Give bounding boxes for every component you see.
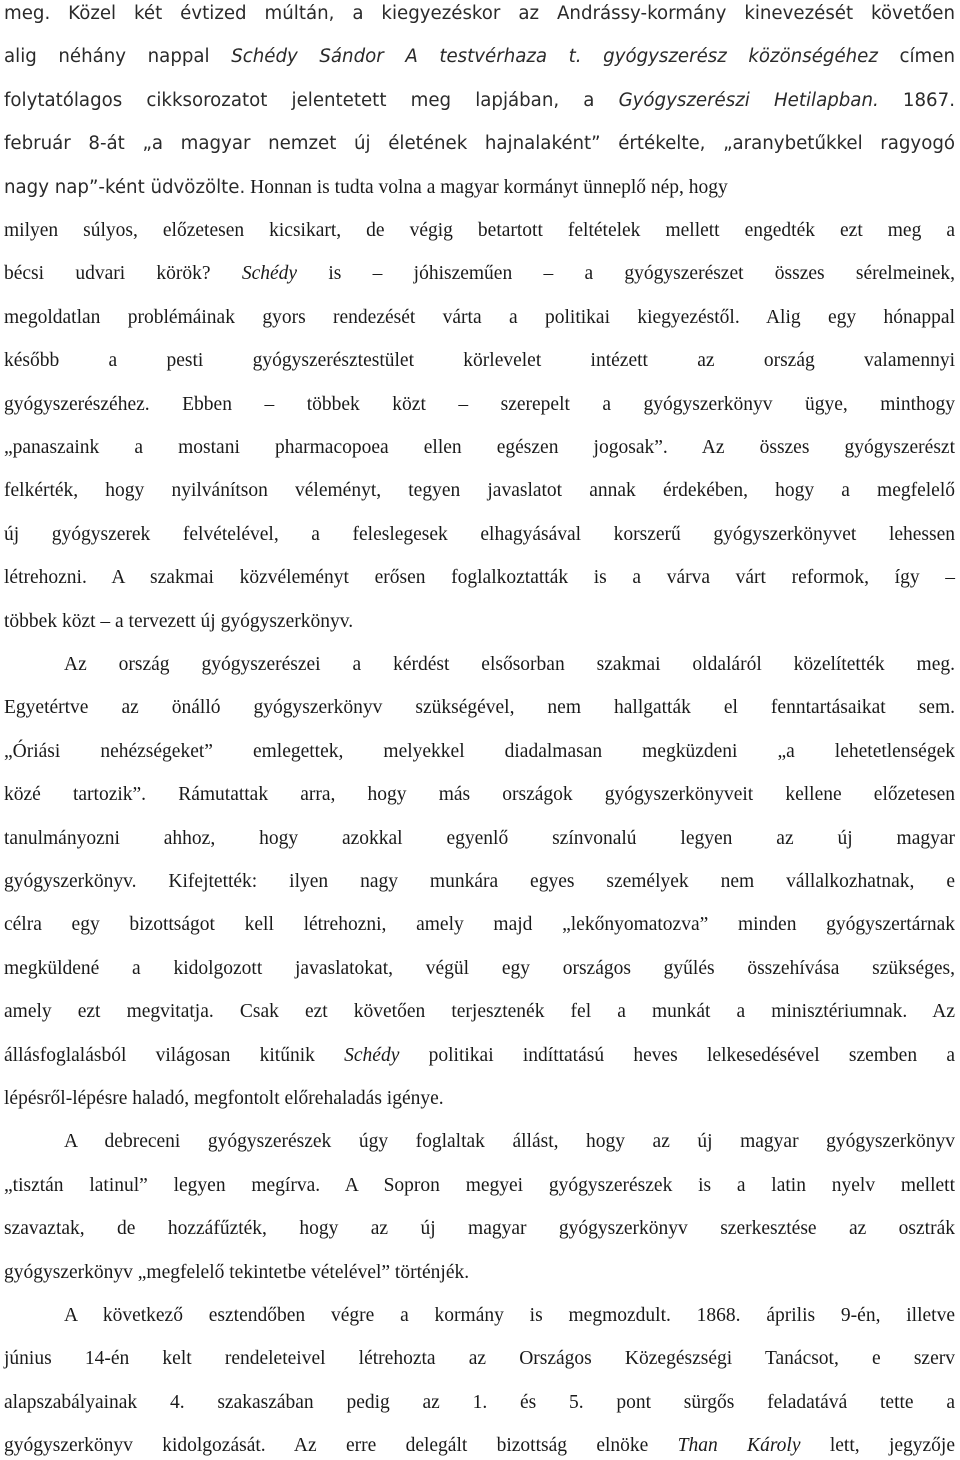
text-segment: létrehozni. A szakmai közvéleményt erősen foglalkoztatták is a várva várt reformok, így – xyxy=(4,567,955,589)
text-line xyxy=(64,1130,955,1154)
text-line xyxy=(4,262,955,286)
text-segment: gyógyszerkönyv. Kifejtették: ilyen nagy munkára egyes személyek nem vállalkozhatnak, e xyxy=(4,871,955,892)
italic-text: Than Károly xyxy=(677,1435,801,1457)
text-segment: felkérték, hogy nyilvánítson véleményt, tegyen javaslatot annak érdekében, hogy a megfelelő xyxy=(4,480,955,502)
text-line xyxy=(4,870,955,894)
text-segment: folytatólagos cikksorozatot jelentetett meg lapjában, a xyxy=(4,89,619,111)
text-segment: megküldené a kidolgozott javaslatokat, végül egy országos gyűlés összehívása szükséges, xyxy=(4,957,955,979)
text-segment: Az ország gyógyszerészei a kérdést elsősorban szakmai oldaláról közelítették meg. xyxy=(64,654,955,675)
text-line xyxy=(4,89,955,113)
italic-text: Schédy xyxy=(241,263,298,285)
text-line xyxy=(64,1304,955,1328)
text-line xyxy=(4,523,955,547)
text-segment: lépésről-lépésre haladó, megfontolt előrehaladás igénye. xyxy=(4,1088,444,1109)
text-segment: gyógyszerészéhez. Ebben – többek közt – szerepelt a gyógyszerkönyv ügye, minthogy xyxy=(4,393,955,415)
text-segment: tanulmányozni ahhoz, hogy azokkal egyenlő színvonalú legyen az új magyar xyxy=(4,827,955,849)
text-line xyxy=(4,696,955,720)
text-line xyxy=(4,957,955,981)
italic-text: Schédy xyxy=(344,1044,400,1066)
text-segment: állásfoglalásból világosan kitűnik xyxy=(4,1044,345,1066)
text-line xyxy=(4,45,955,69)
text-segment: címen xyxy=(877,46,955,68)
text-segment: Honnan is tudta volna a magyar kormányt ünneplő nép, hogy xyxy=(245,176,728,198)
italic-text: Schédy Sándor A testvérhaza t. gyógyszerész közönségéhez xyxy=(231,46,878,68)
text-line xyxy=(4,740,955,764)
text-segment: többek közt – a tervezett új gyógyszerkönyv. xyxy=(4,610,354,632)
text-segment: alapszabályainak 4. szakaszában pedig az 1. és 5. pont sürgős feladatává tette a xyxy=(4,1391,955,1413)
text-line xyxy=(4,783,955,807)
text-line xyxy=(4,610,955,634)
text-segment: amely ezt megvitatja. Csak ezt követően terjesztenék fel a munkát a minisztériumnak. Az xyxy=(4,1001,955,1023)
text-segment: szavaztak, de hozzáfűzték, hogy az új magyar gyógyszerkönyv szerkesztése az osztrák xyxy=(4,1218,955,1240)
text-segment: megoldatlan problémáinak gyors rendezését várta a politikai kiegyezéstől. Alig egy hónappal xyxy=(4,306,955,328)
text-line xyxy=(4,479,955,503)
text-line xyxy=(4,393,955,417)
text-segment: közé tartozik”. Rámutattak arra, hogy más országok gyógyszerkönyveit kellene előzetesen xyxy=(4,784,955,806)
text-line xyxy=(4,306,955,330)
text-segment: új gyógyszerek felvételével, a feleslegesek elhagyásával korszerű gyógyszerkönyvet lehessen xyxy=(4,523,955,545)
text-segment: alig néhány nappal xyxy=(4,46,232,68)
text-line xyxy=(4,1261,955,1285)
text-segment: 1867. xyxy=(878,89,955,111)
text-segment: később a pesti gyógyszerésztestület körlevelet intézett az ország valamennyi xyxy=(4,350,955,372)
text-line xyxy=(4,132,955,156)
text-segment: gyógyszerkönyv kidolgozását. Az erre delegált bizottság elnöke xyxy=(4,1435,678,1457)
text-segment: „panaszaink a mostani pharmacopoea ellen egészen jogosak”. Az összes gyógyszerészt xyxy=(4,437,955,458)
text-segment: gyógyszerkönyv „megfelelő tekintetbe vételével” történjék. xyxy=(4,1261,470,1283)
text-segment: A következő esztendőben végre a kormány is megmozdult. 1868. április 9-én, illetve xyxy=(64,1305,955,1326)
text-line xyxy=(4,219,955,243)
text-line xyxy=(4,436,955,460)
text-line xyxy=(4,1347,955,1371)
text-line xyxy=(4,827,955,851)
text-line xyxy=(4,2,955,26)
text-line xyxy=(4,1044,955,1068)
text-segment: is – jóhiszeműen – a gyógyszerészet összes sérelmeinek, xyxy=(297,263,955,285)
text-line xyxy=(64,653,955,677)
text-line xyxy=(4,349,955,373)
italic-text: Gyógyszerészi Hetilapban. xyxy=(618,89,879,111)
text-line xyxy=(4,176,955,200)
text-line xyxy=(4,913,955,937)
text-segment: „tisztán latinul” legyen megírva. A Sopron megyei gyógyszerészek is a latin nyelv mellett xyxy=(4,1174,955,1196)
text-segment: lett, jegyzője xyxy=(800,1435,955,1457)
text-segment: február 8-át „a magyar nemzet új életének hajnalaként” értékelte, „aranybetűkkel ragyogó xyxy=(4,133,955,155)
text-segment: „Óriási nehézségeket” emlegettek, melyekkel diadalmasan megküzdeni „a lehetetlenségek xyxy=(4,740,955,762)
text-line xyxy=(4,1217,955,1241)
text-segment: június 14-én kelt rendeleteivel létrehozta az Országos Közegészségi Tanácsot, e szerv xyxy=(4,1348,955,1370)
text-line xyxy=(4,566,955,590)
text-line xyxy=(4,1000,955,1024)
text-segment: milyen súlyos, előzetesen kicsikart, de végig betartott feltételek mellett engedték ezt meg a xyxy=(4,220,955,241)
text-segment: bécsi udvari körök? xyxy=(4,263,242,285)
text-line xyxy=(4,1174,955,1198)
text-segment: politikai indíttatású heves lelkesedésével szemben a xyxy=(399,1044,955,1066)
text-segment: nagy nap”-ként üdvözölte. xyxy=(4,176,246,198)
text-segment: A debreceni gyógyszerészek úgy foglaltak állást, hogy az új magyar gyógyszerkönyv xyxy=(64,1131,955,1153)
text-line xyxy=(4,1087,955,1111)
text-line xyxy=(4,1434,955,1458)
text-segment: Egyetértve az önálló gyógyszerkönyv szükségével, nem hallgatták el fenntartásaikat sem. xyxy=(4,697,955,719)
text-segment: célra egy bizottságot kell létrehozni, amely majd „lekőnyomatozva” minden gyógyszertárnak xyxy=(4,914,955,936)
text-line xyxy=(4,1391,955,1415)
text-segment: meg. Közel két évtized múltán, a kiegyezéskor az Andrássy-kormány kinevezését követően xyxy=(4,3,955,24)
